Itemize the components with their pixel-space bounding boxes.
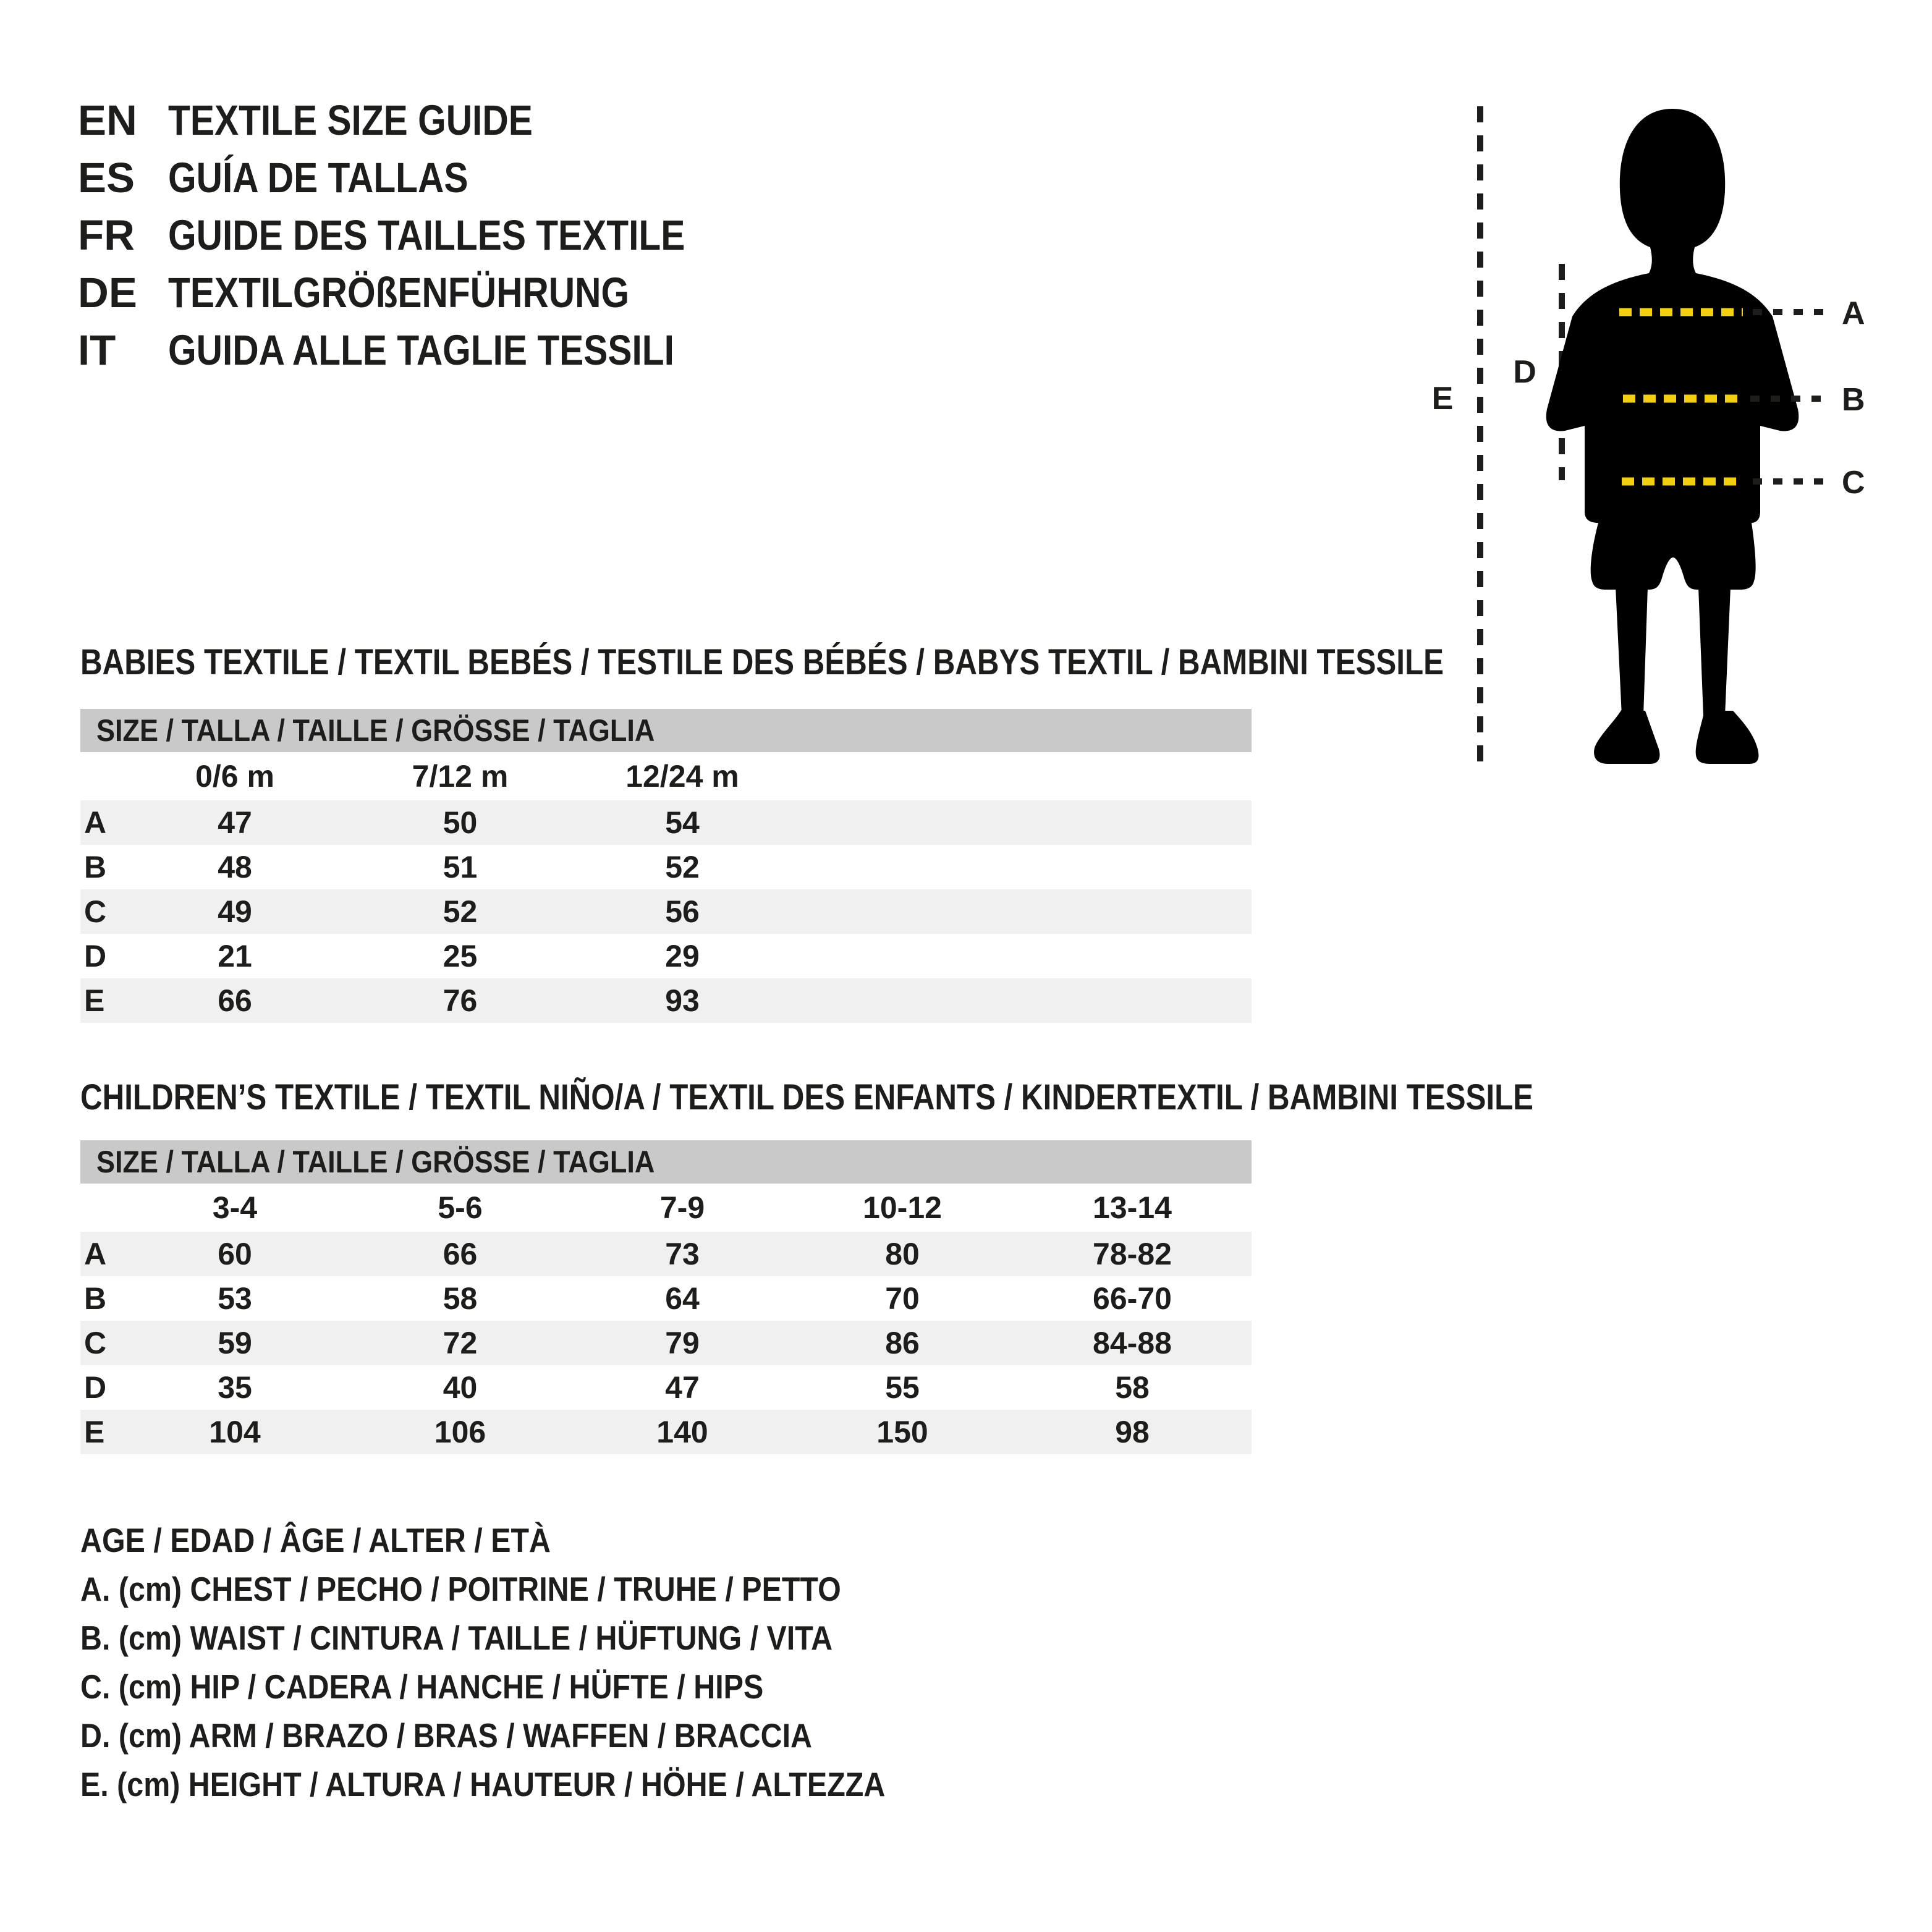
size-header-text: SIZE / TALLA / TAILLE / GRÖSSE / TAGLIA [96,713,655,748]
table-value: 140 [656,1415,708,1449]
row-label: E [84,1415,105,1449]
column-header: 3-4 [212,1190,258,1225]
children-column-header-row [80,1184,1252,1232]
size-header-text: SIZE / TALLA / TAILLE / GRÖSSE / TAGLIA [96,1145,655,1179]
child-silhouette-diagram [1409,87,1932,803]
language-code: DE [78,269,137,316]
table-value: 72 [443,1326,478,1360]
column-header: 10-12 [863,1190,942,1225]
table-value: 93 [665,983,700,1018]
table-value: 55 [885,1370,920,1405]
table-value: 106 [434,1415,486,1449]
table-row-d [80,1365,1252,1410]
guide-title-en: TEXTILE SIZE GUIDE [168,96,533,144]
legend-hip-text: C. (cm) HIP / CADERA / HANCHE / HÜFTE / HIPS [80,1667,764,1706]
legend-age-text: AGE / EDAD / ÂGE / ALTER / ETÀ [80,1520,551,1559]
legend-hip [80,1662,995,1711]
table-value: 70 [885,1281,920,1316]
table-value: 60 [218,1237,252,1271]
guide-title-es: GUÍA DE TALLAS [168,154,468,201]
table-value: 29 [665,939,700,973]
label-chest: A [1842,295,1865,331]
language-row-de [78,264,776,321]
table-value: 84-88 [1093,1326,1172,1360]
measurement-legend [80,1515,995,1808]
guide-title-it: GUIDA ALLE TAGLIE TESSILI [168,326,674,374]
language-row-en [78,91,776,149]
legend-age [80,1515,995,1564]
children-size-header-bar [80,1140,1252,1184]
column-header: 13-14 [1093,1190,1172,1225]
children-heading-text: CHILDREN’S TEXTILE / TEXTIL NIÑO/A / TEXTIL DES ENFANTS / KINDERTEXTIL / BAMBINI TESSILE [80,1077,1534,1117]
column-header: 0/6 m [195,759,274,794]
column-header: 7/12 m [412,759,509,794]
table-value: 52 [665,850,700,884]
row-label: D [84,1370,107,1405]
legend-waist-text: B. (cm) WAIST / CINTURA / TAILLE / HÜFTUNG / VITA [80,1618,833,1657]
table-value: 76 [443,983,478,1018]
table-row-d [80,934,1252,978]
legend-chest-text: A. (cm) CHEST / PECHO / POITRINE / TRUHE / PETTO [80,1569,841,1608]
table-row-c [80,1321,1252,1365]
language-row-it [78,321,776,379]
language-row-es [78,149,776,206]
table-value: 21 [218,939,252,973]
children-size-table [80,1140,1252,1454]
table-value: 66-70 [1093,1281,1172,1316]
language-code: IT [78,326,116,374]
measurement-figure [1409,87,1932,803]
table-value: 104 [209,1415,261,1449]
table-value: 53 [218,1281,252,1316]
table-value: 49 [218,894,252,929]
table-value: 51 [443,850,478,884]
row-label: D [84,939,107,973]
column-header: 12/24 m [625,759,739,794]
row-label: B [84,850,107,884]
language-code: ES [78,154,135,201]
table-row-e [80,978,1252,1023]
table-value: 150 [876,1415,928,1449]
label-arm: D [1513,354,1536,390]
children-section-heading [80,1077,1790,1118]
babies-section-heading [80,642,1684,683]
babies-column-header-row [80,752,1252,800]
table-value: 35 [218,1370,252,1405]
label-waist: B [1842,382,1865,418]
legend-arm-text: D. (cm) ARM / BRAZO / BRAS / WAFFEN / BRACCIA [80,1716,812,1755]
row-label: C [84,1326,107,1360]
row-label: C [84,894,107,929]
table-row-b [80,845,1252,889]
row-label: A [84,1237,107,1271]
table-row-c [80,889,1252,934]
table-value: 47 [665,1370,700,1405]
table-value: 47 [218,805,252,840]
table-value: 64 [665,1281,700,1316]
table-row-a [80,800,1252,845]
guide-title-de: TEXTILGRÖßENFÜHRUNG [168,269,630,316]
row-label: B [84,1281,107,1316]
table-row-e [80,1410,1252,1454]
table-value: 58 [443,1281,478,1316]
legend-height [80,1760,995,1808]
table-value: 66 [443,1237,478,1271]
language-code: FR [78,211,135,259]
guide-title-fr: GUIDE DES TAILLES TEXTILE [168,211,685,259]
babies-size-table [80,709,1252,1023]
table-value: 48 [218,850,252,884]
label-hip: C [1842,465,1865,501]
table-value: 98 [1115,1415,1150,1449]
row-label: A [84,805,107,840]
table-value: 78-82 [1093,1237,1172,1271]
table-value: 50 [443,805,478,840]
table-value: 73 [665,1237,700,1271]
language-code: EN [78,96,137,144]
legend-chest [80,1564,995,1613]
legend-arm [80,1711,995,1760]
babies-heading-text: BABIES TEXTILE / TEXTIL BEBÉS / TESTILE DES BÉBÉS / BABYS TEXTIL / BAMBINI TESSILE [80,642,1444,682]
table-value: 52 [443,894,478,929]
table-row-b [80,1276,1252,1321]
table-value: 58 [1115,1370,1150,1405]
legend-waist [80,1613,995,1662]
column-header: 5-6 [438,1190,483,1225]
legend-height-text: E. (cm) HEIGHT / ALTURA / HAUTEUR / HÖHE / ALTEZZA [80,1765,886,1803]
column-header: 7-9 [659,1190,705,1225]
table-value: 86 [885,1326,920,1360]
table-value: 59 [218,1326,252,1360]
table-value: 54 [665,805,700,840]
table-value: 25 [443,939,478,973]
row-label: E [84,983,105,1018]
table-value: 56 [665,894,700,929]
table-value: 66 [218,983,252,1018]
table-value: 80 [885,1237,920,1271]
table-value: 40 [443,1370,478,1405]
table-value: 79 [665,1326,700,1360]
language-title-list [78,91,776,379]
table-row-a [80,1232,1252,1276]
babies-size-header-bar [80,709,1252,752]
label-height: E [1431,381,1454,417]
language-row-fr [78,206,776,264]
